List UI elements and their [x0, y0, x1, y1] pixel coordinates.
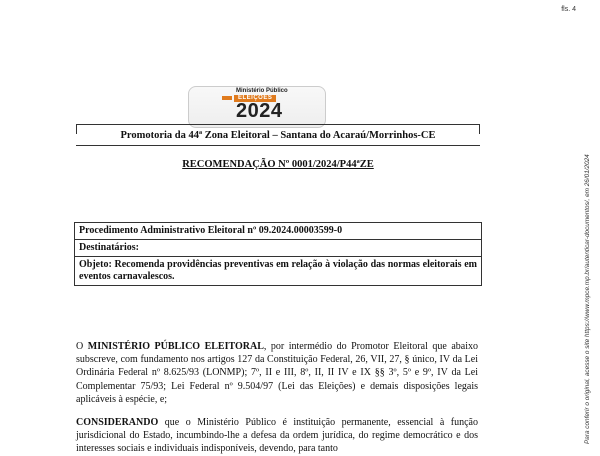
intro-text: , por intermédio do Promotor Eleitoral que abaixo subscreve, com fundamento nos artigos 127 da Constituição Federal, 26, VII, 27, § único, IV da Lei Ordinária Federal nº 8.625/93 (LONMP); 7º, II e III, 8º, II, II IV e IX §§ 3º, 5º e 9º, IV da Lei Complementar 75/93; Lei Federal nº 9.504/97 (Lei das Eleições) e demais disposições legais aplicáveis à espécie, e; [76, 341, 478, 405]
considering-label: CONSIDERANDO [76, 417, 159, 428]
intro-lead: O [76, 341, 88, 352]
page-number: fls. 4 [561, 6, 576, 13]
authentication-note[interactable]: Para conferir o original, acesse o site https://www.mpce.mp.br/autenticar-documentos/, em 26/01/2024 [584, 154, 591, 444]
logo-year: 2024 [236, 100, 283, 122]
header-bottom-rule [76, 145, 480, 146]
logo-flag-icon [222, 96, 232, 100]
considering-text: que o Ministério Público é instituição permanente, essencial à função jurisdicional do Estado, incumbindo-lhe a defesa da ordem jurídica, do regime democrático e dos interesses sociais e individuais indisponíveis, devendo, para tanto [76, 417, 478, 455]
recipients-row: Destinatários: [75, 240, 481, 257]
intro-institution: MINISTÉRIO PÚBLICO ELEITORAL [87, 341, 264, 352]
logo-mp-text: Ministério Público [236, 88, 288, 94]
procedure-row: Procedimento Administrativo Eleitoral nº 09.2024.00003599-0 [75, 223, 481, 240]
recommendation-title: RECOMENDAÇÃO Nº 0001/2024/P44ªZE [182, 159, 374, 170]
header-top-rule [76, 124, 480, 125]
logo-elections-text: ELEIÇÕES [234, 95, 276, 102]
object-row: Objeto: Recomenda providências preventivas em relação à violação das normas eleitorais em eventos carnavalescos. [79, 259, 477, 282]
paragraph-intro [76, 340, 478, 406]
office-name: Promotoria da 44ª Zona Eleitoral – Santana do Acaraú/Morrinhos-CE [120, 130, 436, 141]
elections-2024-logo [188, 80, 326, 126]
procedure-box [74, 222, 482, 286]
